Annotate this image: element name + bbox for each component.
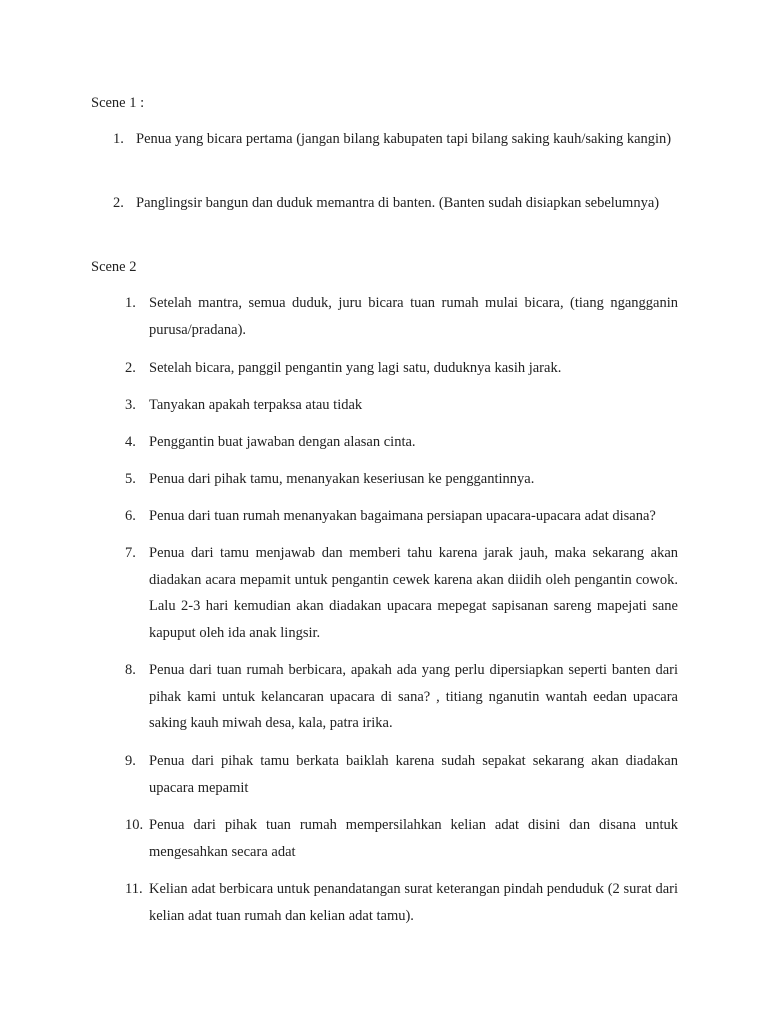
- list-item-text: Penggantin buat jawaban dengan alasan cinta.: [149, 434, 416, 450]
- list-item-text: Penua dari tuan rumah berbicara, apakah ada yang perlu dipersiapkan seperti banten dari pihak kami untuk kelancaran upacara di sana? , titiang nganutin wantah eedan upacara saking kauh miwah desa, kala, patra irika.: [149, 662, 678, 731]
- list-item-number: 9.: [125, 753, 136, 769]
- list-item-number: 7.: [125, 545, 136, 561]
- list-item: [125, 290, 678, 343]
- list-item: [113, 190, 677, 217]
- list-item: [125, 355, 678, 382]
- list-item: [125, 392, 678, 419]
- scene-1-heading: Scene 1 :: [91, 95, 145, 111]
- list-item-number: 5.: [125, 471, 136, 487]
- list-item-text: Setelah mantra, semua duduk, juru bicara tuan rumah mulai bicara, (tiang ngangganin purusa/pradana).: [149, 295, 678, 338]
- list-item: [125, 429, 678, 456]
- list-item-number: 10.: [125, 817, 144, 833]
- list-item: [125, 540, 678, 646]
- list-item-text: Penua dari tamu menjawab dan memberi tahu karena jarak jauh, maka sekarang akan diadakan acara mepamit untuk pengantin cewek karena akan diidih oleh pengantin cowok. Lalu 2-3 hari kemudian akan diadakan upacara mepegat sapisanan sareng mapejati sane kapuput oleh ida anak lingsir.: [149, 545, 678, 641]
- list-item-text: Penua dari pihak tuan rumah mempersilahkan kelian adat disini dan disana untuk mengesahkan secara adat: [149, 817, 678, 860]
- list-item: [113, 126, 677, 153]
- list-item-text: Penua dari pihak tamu, menanyakan keseriusan ke penggantinnya.: [149, 471, 535, 487]
- list-item-number: 1.: [113, 131, 124, 147]
- list-item: [125, 466, 678, 493]
- list-item: [125, 657, 678, 737]
- list-item-text: Penua dari pihak tamu berkata baiklah karena sudah sepakat sekarang akan diadakan upacara mepamit: [149, 753, 678, 796]
- list-item-number: 11.: [125, 881, 143, 897]
- list-item-number: 2.: [125, 360, 136, 376]
- list-item-number: 3.: [125, 397, 136, 413]
- list-item: [125, 748, 678, 801]
- list-item-text: Kelian adat berbicara untuk penandatangan surat keterangan pindah penduduk (2 surat dari kelian adat tuan rumah dan kelian adat tamu).: [149, 881, 678, 924]
- list-item-number: 2.: [113, 195, 124, 211]
- list-item-text: Panglingsir bangun dan duduk memantra di banten. (Banten sudah disiapkan sebelumnya): [136, 195, 660, 211]
- list-item-number: 8.: [125, 662, 136, 678]
- list-item: [125, 876, 678, 929]
- list-item: [125, 812, 678, 865]
- list-item-text: Penua dari tuan rumah menanyakan bagaimana persiapan upacara-upacara adat disana?: [149, 508, 656, 524]
- list-item-text: Tanyakan apakah terpaksa atau tidak: [149, 397, 363, 413]
- list-item: [125, 503, 678, 530]
- list-item-text: Setelah bicara, panggil pengantin yang lagi satu, duduknya kasih jarak.: [149, 360, 562, 376]
- list-item-number: 1.: [125, 295, 136, 311]
- list-item-number: 6.: [125, 508, 136, 524]
- list-item-text: Penua yang bicara pertama (jangan bilang kabupaten tapi bilang saking kauh/saking kangin): [136, 131, 672, 147]
- scene-2-heading: Scene 2: [91, 259, 137, 275]
- list-item-number: 4.: [125, 434, 136, 450]
